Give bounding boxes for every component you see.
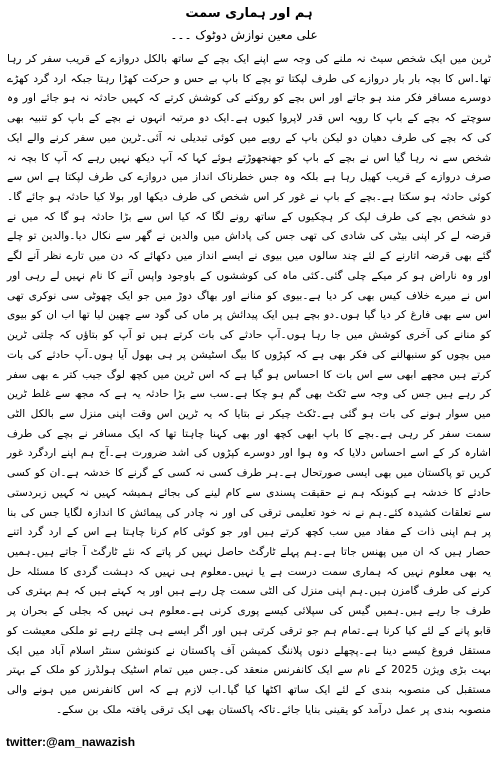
twitter-handle: twitter:@am_nawazish: [6, 735, 136, 749]
article-body: [7, 50, 491, 720]
column-label: دوٹوک ۔۔۔: [170, 28, 227, 42]
body-text: ٹرین میں ایک شخص سیٹ نہ ملنے کی وجہ سے اپنے ایک بچے کے ساتھ بالکل دروازے کے قریب سفر کر رہا تھا۔اس کا بچہ بار بار دروازے کی طرف لپکتا تو بچے کا باپ بے حس و حرکت کھڑا رہتا جبکہ ارد گرد کھڑے دوسرے مسافر فکر مند ہو جاتے اور اس بچے کو روکنے کی کوشش کرتے کہ کہیں حادثہ نہ ہو جائے اور وہ سوچتے کہ بچے کے باپ کا رویہ اس قدر لاپروا کیوں ہے۔ایک دو مرتبہ انہوں نے بچے کے باپ کو تنبیہ بھی کی کہ بچے کی طرف دھیان دو لیکن باپ کے رویے میں کوئی تبدیلی نہ آئی۔ٹرین میں سفر کرنے والے ایک شخص سے نہ رہا گیا اس نے بچے کے باپ کو جھنجھوڑتے ہوئے کہا کہ آپ دیکھ نہیں رہے کہ آپ کا بچہ نہ صرف دروازے کے قریب کھیل رہا ہے بلکہ وہ جس خطرناک انداز میں دروازے کی طرف لپکتا ہے اس سے کوئی حادثہ ہو سکتا ہے۔بچے کے باپ نے غور کر اس شخص کی طرف دیکھا اور بولا کیا حادثہ ہو جائے گا۔دو شخص بچے کی طرف لپک کر ہچکیوں کے ساتھ رونے لگا کہ کیا اس سے بڑا حادثہ ہو گا کہ میں نے قرضہ لے کر اپنی بیٹی کی شادی کی تھی جس کی پاداش میں والدین نے گھر سے نکال دیا۔والدین تو چلے گئے بھی قرضہ اتارنے کے لئے چند سالوں میں بیوی نے ایسے انداز میں دکھائے کہ دن میں تارے نظر آنے لگے اور وہ ناراض ہو کر میکے چلی گئی۔کئی ماہ کی کوششوں کے باوجود واپس آنے کا نام نہیں لے رہی اور اس نے میرے خلاف کیس بھی کر دیا ہے۔بیوی کو منانے اور بھاگ دوڑ میں جو ایک چھوٹی سی نوکری تھی اس سے بھی فارغ کر دیا گیا ہوں۔دو بچے ہیں ایک پیدائش پر ماں کی گود سے چھین لیا تھا اب ان کو بیوی کو منانے کی آخری کوشش میں جا رہا ہوں۔آپ حادثے کی بات کرتے ہیں تو آپ کو بتاؤں کہ چلتی ٹرین میں بچوں کو سنبھالنے کی فکر بھی ہے کہ کپڑوں کا بیگ اسٹیشن پر ہی بھول آیا ہوں۔آپ حادثے کی بات کرتے ہیں مجھے ابھی سے اس بات کا احساس ہو گیا ہے کہ اس ٹرین میں کچھ لوگ جیب کتر ے بھی سفر کر رہے ہیں جس کی وجہ سے ٹکٹ بھی گم ہو چکا ہے۔سب سے بڑا حادثہ یہ ہے کہ مجھ سے غلط ٹرین میں سوار ہونے کی بات ہو گئی ہے۔ٹکٹ چیکر نے بتایا کہ یہ ٹرین اس وقت اپنی منزل سے بالکل الٹی سمت سفر کر رہی ہے۔بچے کا باپ ابھی کچھ اور بھی کہنا چاہتا تھا کہ ایک مسافر نے بچے کی طرف اشارہ کر کے اسے احساس دلایا کہ وہ ہوا اور دوسرے کپڑوں کی اشد ضرورت ہے۔آج ہم اپنے اردگرد غور کریں تو پاکستان میں بھی ایسی صورتحال ہے۔ہر طرف کسی نہ کسی کے گرنے کا خدشہ ہے۔ان کو کسی حادثے کا خدشہ ہے کیونکہ ہم نے حقیقت پسندی سے کام لینے کی بجائے ہمیشہ کہیں نہ کہیں زبردستی سے تعلقات کشیدہ کئے۔ہم نے نہ خود تعلیمی ترقی کی اور نہ چادر کی پیمائش کا اندازہ لگایا جس کی بنا پر ہم اپنی ذات کے مفاد میں سب کچھ کرتے ہیں اور جو کوئی کام کرنا چاہتا ہے اس کے ارد گرد اتنے حصار ہیں کہ ان میں پھنس جاتا ہے۔ہم پہلے ٹارگٹ حاصل نہیں کر پاتے کہ نئے ٹارگٹ آ جاتے ہیں۔ہمیں یہ بھی معلوم نہیں کہ ہماری سمت درست ہے یا نہیں۔معلوم ہی نہیں کہ دہشت گردی کا مسئلہ حل کرنے کی طرف گامزن ہیں۔ہم اپنی منزل کی الٹی سمت چل رہے ہیں اور یہ کہتے ہیں کہ ہم بہتری کی طرف جا رہے ہیں۔ہمیں گیس کی سپلائی کیسے پوری کرنی ہے۔معلوم ہی نہیں کہ بجلی کے بحران پر قابو پانے کے لئے کیا کرنا ہے۔تمام ہم جو ترقی کرتی ہیں اور اگر ایسے ہی چلتے رہے تو ملکی معیشت کو مستقل فروغ کیسے دینا ہے۔پچھلے دنوں پلاننگ کمیشن آف پاکستان نے کنونشن سنٹر اسلام آباد میں ایک بہت بڑی ویژن 2025 کے نام سے ایک کانفرنس منعقد کی۔جس میں تمام اسٹیک ہولڈرز کو ملک کے بہتر مستقبل کی منصوبہ بندی کے لئے ایک ساتھ اکٹھا کیا گیا۔اب لازم ہے کہ اس کانفرنس میں ہونے والی منصوبہ بندی پر عمل درآمد کو یقینی بنایا جائے۔تاکہ پاکستان بھی ایک ترقی یافتہ ملک بن سکے۔: [7, 53, 491, 716]
byline: [0, 27, 498, 43]
article-title: ہم اور ہماری سمت: [185, 6, 313, 21]
author-name: علی معین نوازش: [230, 28, 318, 42]
